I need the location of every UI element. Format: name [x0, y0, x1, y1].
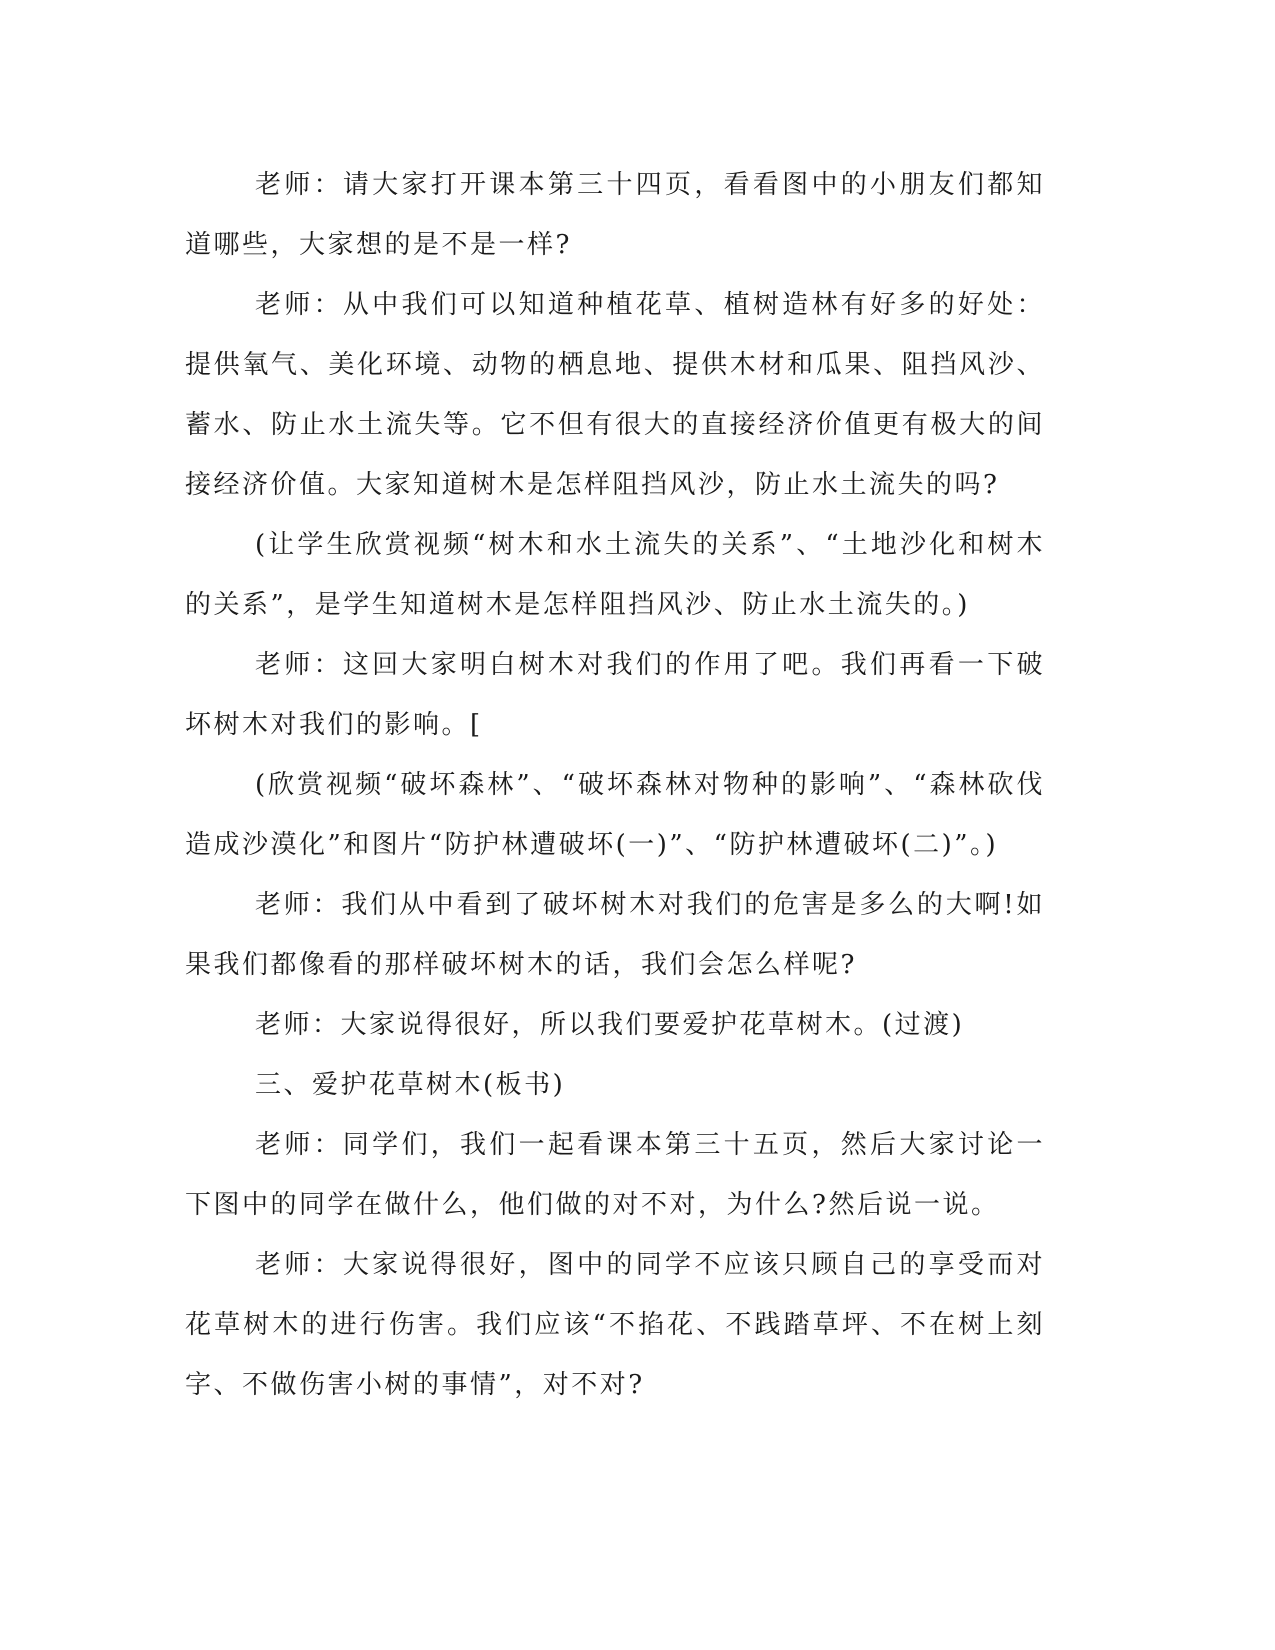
- paragraph: (让学生欣赏视频“树木和水土流失的关系”、“土地沙化和树木的关系”，是学生知道树木是怎样阻挡风沙、防止水土流失的。): [185, 530, 1045, 620]
- paragraph: 老师：这回大家明白树木对我们的作用了吧。我们再看一下破坏树木对我们的影响。[: [185, 650, 1045, 740]
- document-body: [185, 155, 1045, 1415]
- paragraph: 老师：请大家打开课本第三十四页，看看图中的小朋友们都知道哪些，大家想的是不是一样?: [185, 170, 1045, 260]
- paragraph: 老师：大家说得很好，所以我们要爱护花草树木。(过渡): [255, 1010, 965, 1040]
- paragraph: (欣赏视频“破坏森林”、“破坏森林对物种的影响”、“森林砍伐造成沙漠化”和图片“防护林遭破坏(一)”、“防护林遭破坏(二)”。): [185, 770, 1045, 860]
- paragraph: 老师：从中我们可以知道种植花草、植树造林有好多的好处：提供氧气、美化环境、动物的栖息地、提供木材和瓜果、阻挡风沙、蓄水、防止水土流失等。它不但有很大的直接经济价值更有极大的间接经济价值。大家知道树木是怎样阻挡风沙，防止水土流失的吗?: [185, 290, 1045, 500]
- section-heading: 三、爱护花草树木(板书): [255, 1070, 566, 1100]
- paragraph: 老师：同学们，我们一起看课本第三十五页，然后大家讨论一下图中的同学在做什么，他们做的对不对，为什么?然后说一说。: [185, 1130, 1045, 1220]
- paragraph: 老师：我们从中看到了破坏树木对我们的危害是多么的大啊!如果我们都像看的那样破坏树木的话，我们会怎么样呢?: [185, 890, 1045, 980]
- paragraph: 老师：大家说得很好，图中的同学不应该只顾自己的享受而对花草树木的进行伤害。我们应该“不掐花、不践踏草坪、不在树上刻字、不做伤害小树的事情”，对不对?: [185, 1250, 1045, 1400]
